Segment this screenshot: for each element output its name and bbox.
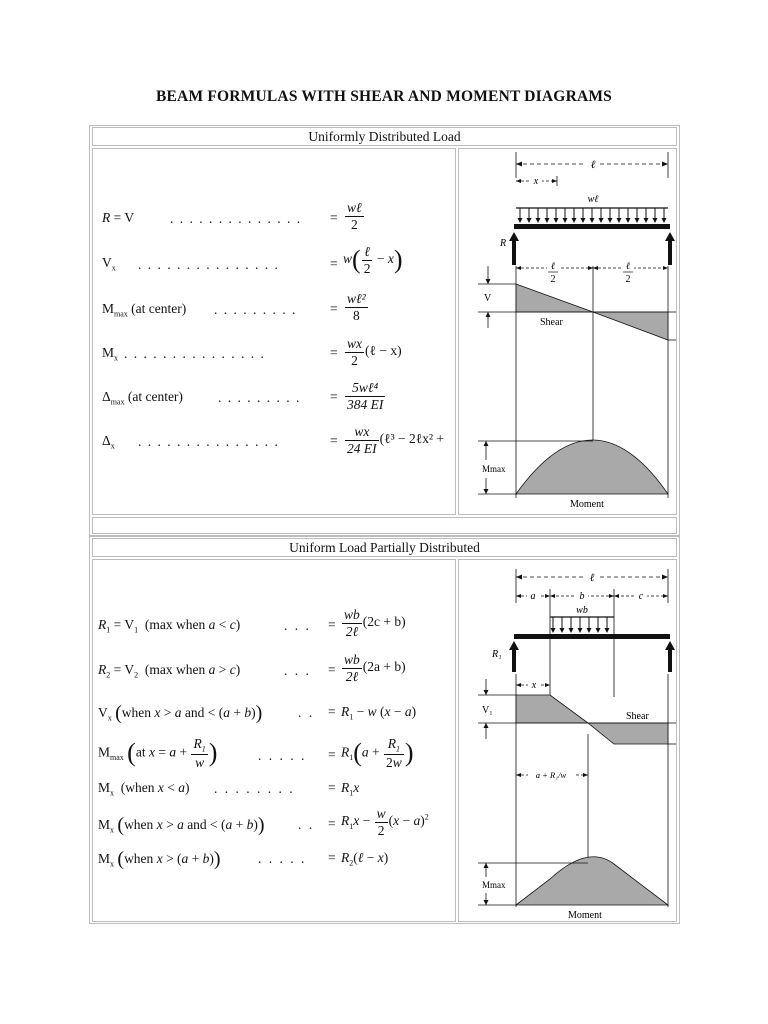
section1-header: Uniformly Distributed Load xyxy=(308,129,461,144)
section2-beam-diagram xyxy=(458,559,677,922)
s1-v-label: V xyxy=(484,293,492,304)
formula-mx1-lhs: $M_x$ (when x < a) xyxy=(98,780,190,798)
s2-moment-label: Moment xyxy=(568,910,602,921)
formula-mmax-dots: . . . . . . . . . xyxy=(214,302,297,317)
formula-mx3-eq: = xyxy=(328,850,336,865)
section1-spacer-cell xyxy=(92,517,677,534)
formula-dx-tail: (ℓ³ − 2ℓx² + xyxy=(379,431,445,447)
formula-mx-rhs xyxy=(344,336,402,368)
formula-vx-rhs: w( $\frac{\text{ℓ}}{2}$ − x) xyxy=(343,244,403,276)
s1-moment-label: Moment xyxy=(570,499,604,510)
formula-mmax2-lhs: $M_{max}$ (at x = a + $\frac{R_1}{w}$ ) xyxy=(98,736,218,770)
formula-dmax-eq: = xyxy=(330,389,338,404)
section1-beam-diagram xyxy=(458,148,677,515)
formula-vx-eq: = xyxy=(330,256,338,271)
formula-mx2-dots: . . xyxy=(298,817,315,832)
formula-mx-lhs: $M_x$ xyxy=(102,345,119,363)
formula-r1-den: 2ℓ xyxy=(345,623,359,639)
formula-r1-lhs: $R_1 = V_1$ (max when a < c) xyxy=(98,617,241,635)
formula-dmax-lhs: $\Delta_{max}$ (at center) xyxy=(102,389,183,407)
formula-r1-eq: = xyxy=(328,617,336,632)
formula-r2-rhs xyxy=(341,652,406,684)
formula-r1-rhs xyxy=(341,607,406,639)
formula-mmax-num: wℓ² xyxy=(347,291,366,306)
s1-half-num-left: ℓ xyxy=(550,261,556,272)
formula-mx2-lhs: $M_x$ (when x > a and < (a + b)) xyxy=(98,814,265,836)
s2-a-label: a xyxy=(530,591,536,602)
formula-dx-dots: . . . . . . . . . . . . . . . xyxy=(138,434,280,449)
formula-mmax-lhs: $M_{max}$ (at center) xyxy=(102,301,187,319)
s2-length-label: ℓ xyxy=(589,572,595,584)
formula-mmax2-dots: . . . . . xyxy=(258,748,307,763)
formula-mx3-lhs: $M_x$ (when x > (a + b)) xyxy=(98,848,221,870)
formula-mx1-dots: . . . . . . . . xyxy=(214,781,295,796)
formula-r2-tail: (2a + b) xyxy=(362,659,406,675)
formula-r2-dots: . . . xyxy=(284,663,311,678)
formula-r2-lhs: $R_2 = V_2$ (max when a > c) xyxy=(98,662,241,680)
formula-r1-tail: (2c + b) xyxy=(362,614,406,630)
formula-r1-num: wb xyxy=(344,607,360,622)
s1-reaction-label: R xyxy=(500,238,507,249)
formula-mx2-eq: = xyxy=(328,816,336,831)
formula-dmax-dots: . . . . . . . . . xyxy=(218,390,301,405)
s2-x-label: x xyxy=(531,680,537,691)
formula-mmax-den: 8 xyxy=(352,307,360,323)
s2-dist-label: a + R₁/w xyxy=(535,770,567,780)
formula-vx2-dots: . . xyxy=(298,705,315,720)
s1-half-den-left: 2 xyxy=(550,274,556,285)
formula-mx-dots: . . . . . . . . . . . . . . . xyxy=(124,346,266,361)
formula-r-eq: = xyxy=(330,210,338,225)
formula-mx-eq: = xyxy=(330,345,338,360)
s1-x-label: x xyxy=(533,176,539,187)
formula-r-den: 2 xyxy=(350,216,358,232)
formula-r-rhs xyxy=(344,200,365,232)
formula-vx2-lhs: $V_x$ (when x > a and < (a + b)) xyxy=(98,702,263,724)
formula-r2-num: wb xyxy=(344,652,360,667)
s2-v1-label: V₁ xyxy=(482,705,493,716)
formula-mx3-rhs: $R_2(\ell - x)$ xyxy=(341,850,389,868)
s2-b-label: b xyxy=(579,591,585,602)
formula-mx1-eq: = xyxy=(328,780,336,795)
s2-mmax-label: Mmax xyxy=(482,880,506,890)
section2-header: Uniform Load Partially Distributed xyxy=(289,540,480,555)
formula-dmax-den: 384 EI xyxy=(347,396,384,412)
formula-mx-den: 2 xyxy=(351,352,358,368)
formula-mmax-rhs xyxy=(344,291,369,323)
section1-formula-cell xyxy=(92,148,456,515)
s1-half-den-right: 2 xyxy=(625,274,631,285)
formula-mx1-rhs: $R_1x$ xyxy=(341,780,360,798)
s2-load-label: wb xyxy=(576,605,588,616)
formula-mmax2-rhs: $R_1(a$ + $\frac{R_1}{2w}$ ) xyxy=(341,736,414,770)
page-title: BEAM FORMULAS WITH SHEAR AND MOMENT DIAGRAMS xyxy=(155,88,613,105)
formula-vx-lhs: $V_x$ xyxy=(102,255,116,273)
s2-r1-label: R₁ xyxy=(492,649,502,660)
s2-shear-label: Shear xyxy=(626,711,649,722)
s1-half-num-right: ℓ xyxy=(625,261,631,272)
formula-dx-eq: = xyxy=(330,433,338,448)
formula-mx-tail: (ℓ − x) xyxy=(365,343,402,359)
formula-r-num: wℓ xyxy=(347,200,362,215)
formula-dmax-rhs xyxy=(344,380,386,412)
formula-dx-num: wx xyxy=(345,424,379,441)
formula-dx-lhs: $\Delta_x$ xyxy=(102,433,115,451)
formula-vx-dots: . . . . . . . . . . . . . . . xyxy=(138,257,280,272)
s1-shear-label: Shear xyxy=(540,317,563,328)
formula-r2-eq: = xyxy=(328,662,336,677)
formula-mx-num: wx xyxy=(347,336,362,351)
formula-r-dots: . . . . . . . . . . . . . . xyxy=(170,211,302,226)
formula-dmax-num: 5wℓ⁴ xyxy=(345,380,385,397)
formula-dx-rhs xyxy=(344,424,444,456)
formula-r-lhs: R = V xyxy=(102,210,135,225)
formula-vx2-rhs: $R_1 - w$ (x − a) xyxy=(341,704,417,722)
formula-mx3-dots: . . . . . xyxy=(258,851,307,866)
s2-c-label: c xyxy=(638,591,644,602)
s1-length-label: ℓ xyxy=(590,159,596,171)
formula-mx2-rhs: $R_1x$ − $\frac{w}{2}$ $(x - a)^2$ xyxy=(341,806,429,838)
s1-load-label: wℓ xyxy=(587,194,599,205)
formula-dx-den: 24 EI xyxy=(347,440,377,456)
formula-mmax2-eq: = xyxy=(328,747,336,762)
formula-r1-dots: . . . xyxy=(284,618,311,633)
formula-r2-den: 2ℓ xyxy=(345,668,359,684)
s1-mmax-label: Mmax xyxy=(482,464,506,474)
formula-mmax-eq: = xyxy=(330,301,338,316)
formula-vx2-eq: = xyxy=(328,704,336,719)
